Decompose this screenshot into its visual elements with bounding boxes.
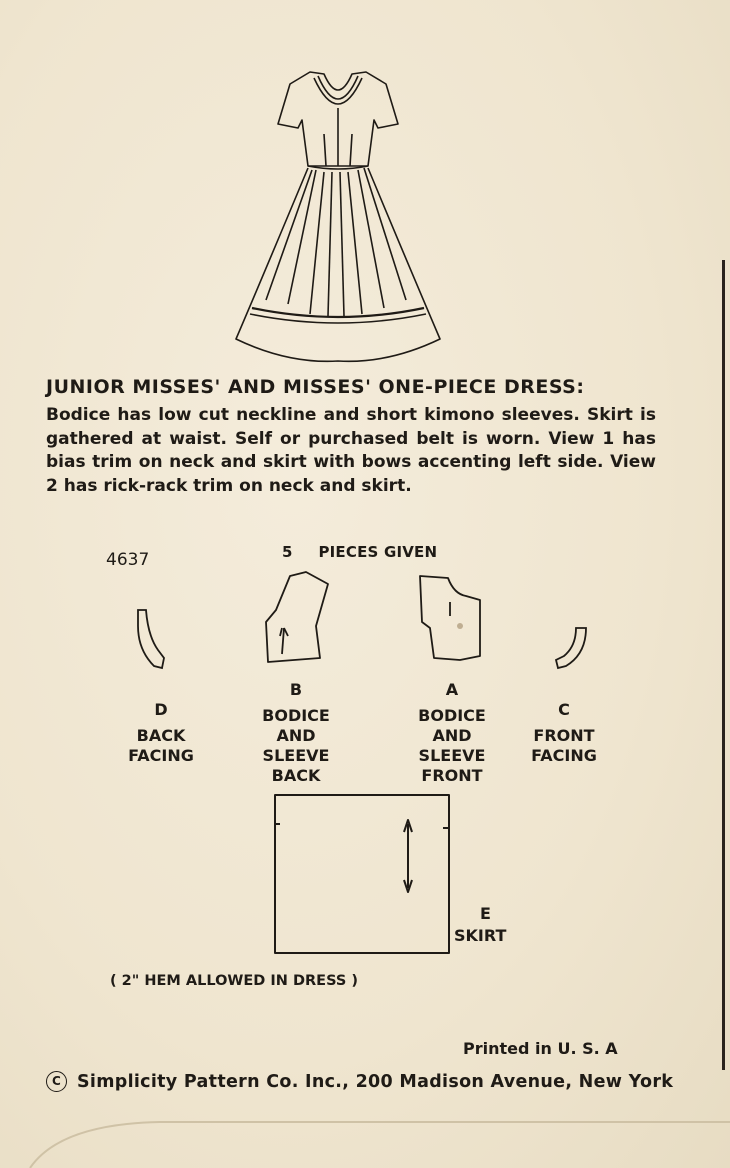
piece-label-line: BODICE [262, 706, 330, 725]
bodice-back-piece-icon [260, 570, 334, 668]
piece-label-bodice-back [248, 680, 344, 786]
piece-label-line: BODICE [418, 706, 486, 725]
piece-letter: D [154, 700, 168, 719]
pieces-count: 5 [282, 543, 293, 561]
dress-illustration-icon [228, 64, 448, 364]
piece-label-line: SLEEVE [262, 746, 330, 765]
piece-label-line: FACING [531, 746, 597, 765]
pattern-description: Bodice has low cut neckline and short kimono sleeves. Skirt is gathered at waist. Self or purchased belt is worn. View 1 has bias trim on neck and skirt with bows accenting left side. View 2 has rick-rack trim on neck and skirt. [46, 405, 656, 496]
pieces-given [282, 543, 437, 561]
copyright-text: Simplicity Pattern Co. Inc., 200 Madison Avenue, New York [77, 1072, 674, 1092]
piece-letter: E [480, 904, 491, 923]
piece-label-line: BACK [136, 726, 186, 745]
piece-label-line: FRONT [533, 726, 595, 745]
piece-label-line: BACK [271, 766, 321, 785]
back-facing-piece-icon [132, 606, 172, 672]
piece-letter: C [558, 700, 570, 719]
skirt-piece-icon [272, 792, 454, 956]
piece-label-line: SLEEVE [418, 746, 486, 765]
piece-label-line: FACING [128, 746, 194, 765]
copyright-icon: C [46, 1071, 67, 1092]
copyright-line [46, 1071, 730, 1092]
piece-letter: B [289, 680, 303, 699]
piece-label-line: AND [432, 726, 472, 745]
bodice-front-piece-icon [414, 572, 488, 668]
piece-letter: A [445, 680, 459, 699]
piece-label-skirt [454, 904, 520, 946]
printed-in: Printed in U. S. A [463, 1039, 618, 1058]
envelope-edge-curve [0, 1100, 730, 1168]
piece-label-back-facing [108, 700, 214, 766]
pattern-number: 4637 [106, 550, 150, 570]
pieces-label: PIECES GIVEN [318, 543, 438, 561]
right-border-rule [722, 260, 725, 1070]
piece-label-line: FRONT [421, 766, 483, 785]
front-facing-piece-icon [552, 624, 592, 672]
pattern-heading: JUNIOR MISSES' AND MISSES' ONE-PIECE DRESS: [46, 376, 585, 398]
piece-label-line: SKIRT [454, 926, 507, 945]
piece-label-bodice-front [402, 680, 502, 786]
piece-label-front-facing [512, 700, 616, 766]
piece-label-line: AND [276, 726, 316, 745]
hem-note: ( 2" HEM ALLOWED IN DRESS ) [110, 973, 358, 989]
